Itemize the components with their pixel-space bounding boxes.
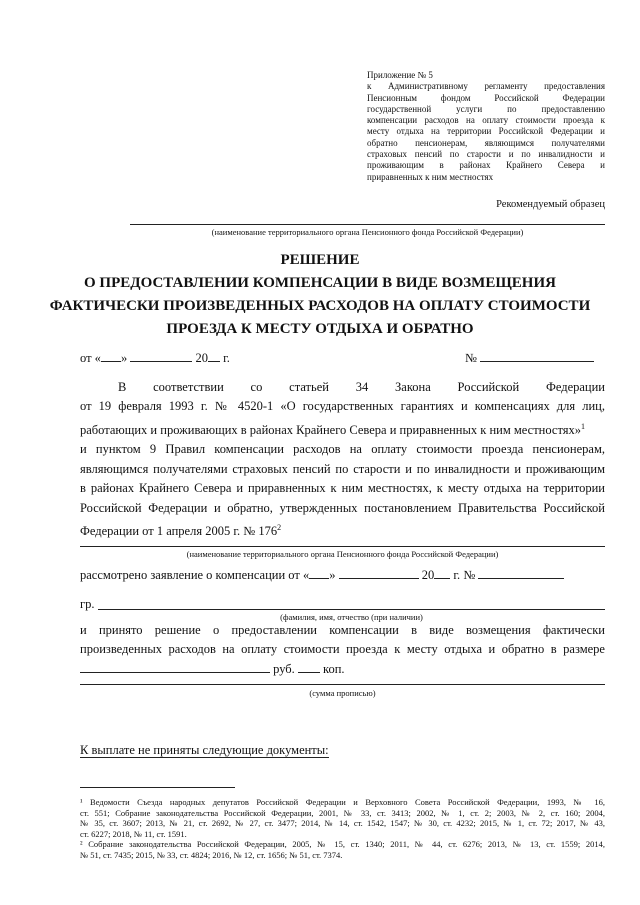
appendix-block xyxy=(367,70,605,183)
org-name-line[interactable] xyxy=(130,224,605,225)
considered-year-prefix: 20 xyxy=(421,568,435,582)
citizen-prefix: гр. xyxy=(80,597,95,611)
appendix-line: к Административному регламенту предоставления xyxy=(367,81,605,92)
body-line: работающих и проживающих в районах Крайнего Севера и приравненных к ним местностях» xyxy=(80,422,582,437)
footnote-1-line: ст. 6227; 2018, № 11, ст. 1591. xyxy=(80,828,187,839)
document-title xyxy=(0,249,640,341)
considered-year-suffix: г. xyxy=(453,568,461,582)
footnote-ref-1[interactable]: 1 xyxy=(581,421,586,431)
recommended-sample-label: Рекомендуемый образец xyxy=(496,199,605,210)
body-line: Российской Федерации и обратно, утвержденных постановлением Правительства Российской xyxy=(80,500,605,515)
footnote-2-line: № 51, ст. 7435; 2015, № 33, ст. 4824; 2016, № 12, ст. 1656; № 51, ст. 7374. xyxy=(80,849,343,860)
considered-quote-open: « xyxy=(302,568,310,582)
footnote-1-line: ст. 551; Собрание законодательства Российской Федерации, 2001, № 33, ст. 3413; 2002, № 1, ст. 2; 2003, № 2, ст. 160; 2004, xyxy=(80,807,605,818)
title-line: ПРОЕЗДА К МЕСТУ ОТДЫХА И ОБРАТНО xyxy=(166,321,474,337)
considered-number-sign: № xyxy=(463,568,476,582)
decision-line: и принято решение о предоставлении компенсации в виде возмещения фактически xyxy=(80,623,605,637)
amount-in-words-caption: (сумма прописью) xyxy=(309,688,376,698)
date-day-field[interactable] xyxy=(101,349,121,362)
appendix-line: Приложение № 5 xyxy=(367,70,433,80)
org-name-caption-mid: (наименование территориального органа Пенсионного фонда Российской Федерации) xyxy=(186,549,499,559)
appendix-line: государственной услуги по предоставлению xyxy=(367,103,605,114)
considered-year-field[interactable] xyxy=(434,566,450,579)
appendix-line: месту отдыха на территории Российской Федерации и xyxy=(367,126,605,137)
citizen-name-field[interactable] xyxy=(98,609,605,610)
date-quote-close: » xyxy=(120,351,128,365)
title-line: РЕШЕНИЕ xyxy=(280,252,360,268)
amount-kop-field[interactable] xyxy=(298,660,320,673)
decision-line: произведенных расходов на оплату стоимости проезда к месту отдыха и обратно в размере xyxy=(80,642,605,657)
appendix-line: обратно пенсионерам, являющимся получателями xyxy=(367,137,605,148)
date-row xyxy=(80,349,230,366)
org-name-line-mid[interactable] xyxy=(80,546,605,547)
appendix-line: проживающим в районах Крайнего Севера и xyxy=(367,160,605,171)
appendix-line: страховых пенсий по старости и по инвалидности и xyxy=(367,149,605,160)
footnote-1-line: № 35, ст. 3607; 2013, № 21, ст. 2692, № 27, ст. 3477; 2014, № 14, ст. 1542, 1547; № 30, ст. 4232; 2015, № 1, ст. 72; 2017, № 43, xyxy=(80,818,605,829)
footnote-ref-2[interactable]: 2 xyxy=(277,523,282,532)
considered-month-field[interactable] xyxy=(339,566,419,579)
appendix-line: компенсации расходов на оплату стоимости проезда к xyxy=(367,115,605,126)
body-line: в районах Крайнего Севера и приравненных к ним местностях, к месту отдыха на территории xyxy=(80,481,605,496)
number-sign: № xyxy=(465,351,477,365)
title-line: ФАКТИЧЕСКИ ПРОИЗВЕДЕННЫХ РАСХОДОВ НА ОПЛАТУ СТОИМОСТИ xyxy=(49,298,591,314)
appendix-line: приравненных к ним местностях xyxy=(367,171,494,182)
body-line: Федерации от 1 апреля 2005 г. № 176 xyxy=(80,524,278,539)
footnote-separator xyxy=(80,787,235,788)
date-month-field[interactable] xyxy=(130,349,192,362)
considered-day-field[interactable] xyxy=(309,566,329,579)
footnotes xyxy=(80,797,605,861)
decision-number-field[interactable] xyxy=(480,349,594,362)
kop-label: коп. xyxy=(323,661,345,676)
appendix-line: Пенсионным фондом Российской Федерации xyxy=(367,92,605,103)
legal-basis-paragraph xyxy=(80,378,605,542)
considered-row xyxy=(80,566,564,583)
amount-rub-field[interactable] xyxy=(80,660,270,673)
not-accepted-text: К выплате не приняты следующие документы: xyxy=(80,743,329,757)
considered-text: рассмотрено заявление о компенсации от xyxy=(80,568,300,582)
considered-number-field[interactable] xyxy=(478,566,564,579)
citizen-caption: (фамилия, имя, отчество (при наличии) xyxy=(280,612,423,622)
date-year-field[interactable] xyxy=(208,349,220,362)
date-year-suffix: г. xyxy=(223,351,230,365)
not-accepted-label xyxy=(80,743,329,758)
decision-paragraph xyxy=(80,621,605,679)
body-line: являющимся получателями страховых пенсий по старости и по инвалидности и проживающим xyxy=(80,461,605,476)
amount-in-words-line[interactable] xyxy=(80,684,605,685)
body-line: и пунктом 9 Правил компенсации расходов на оплату стоимости проезда пенсионерам, xyxy=(80,442,605,457)
org-name-caption: (наименование территориального органа Пенсионного фонда Российской Федерации) xyxy=(211,227,524,237)
considered-quote-close: » xyxy=(329,568,336,582)
date-from-label: от « xyxy=(80,351,101,365)
decision-number-row xyxy=(465,349,594,366)
body-line: В соответствии со статьей 34 Закона Российской Федерации xyxy=(118,380,605,394)
body-line: от 19 февраля 1993 г. № 4520-1 «О государственных гарантиях и компенсациях для лиц, xyxy=(80,399,605,414)
footnote-2-line: ² Собрание законодательства Российской Федерации, 2005, № 15, ст. 1340; 2011, № 44, ст. 6276; 2013, № 13, ст. 1559; 2014, xyxy=(80,839,605,850)
footnote-1-line: ¹ Ведомости Съезда народных депутатов Российской Федерации и Верховного Совета Российской Федерации, 1993, № 16, xyxy=(80,797,605,807)
date-year-prefix: 20 xyxy=(195,351,208,365)
title-line: О ПРЕДОСТАВЛЕНИИ КОМПЕНСАЦИИ В ВИДЕ ВОЗМЕЩЕНИЯ xyxy=(84,275,556,291)
rub-label: руб. xyxy=(273,661,295,676)
